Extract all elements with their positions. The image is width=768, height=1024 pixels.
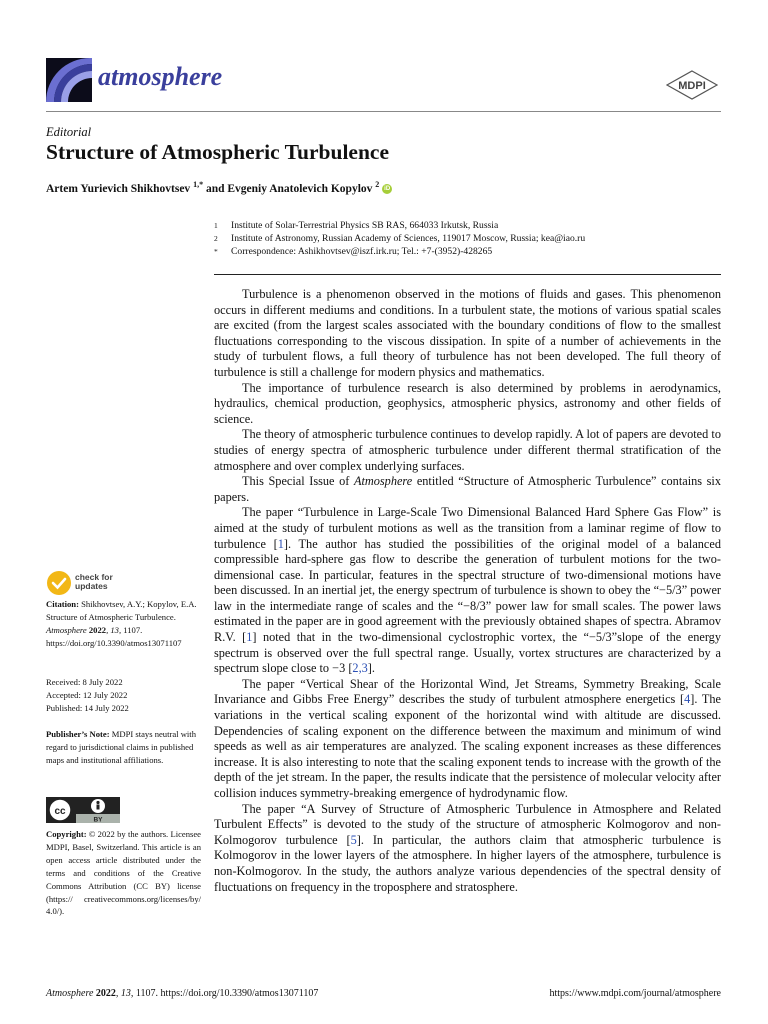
correspondence: * Correspondence: Ashikhovtsev@iszf.irk.ru; Tel.: +7-(3952)-428265: [214, 246, 493, 257]
citation-link-1b[interactable]: 1: [246, 630, 253, 645]
paragraph-3: The theory of atmospheric turbulence continues to develop rapidly. A lot of papers are devoted to studies of energy spectra of atmospheric turbulence under different thermal stratification of the atmosphere and over complex underlying surfaces.: [214, 427, 721, 473]
footer-doi-link[interactable]: 1107. https://doi.org/10.3390/atmos13071107: [133, 988, 319, 999]
header-divider: [46, 111, 721, 112]
author-2-affil: 2: [375, 180, 380, 189]
affiliation-1: 1 Institute of Solar-Terrestrial Physics SB RAS, 664033 Irkutsk, Russia: [214, 220, 499, 231]
citation-link-4[interactable]: 4: [684, 692, 691, 707]
author-1: Artem Yurievich Shikhovtsev: [46, 182, 194, 195]
cc-icon: cc: [54, 806, 66, 817]
affiliation-2: 2 Institute of Astronomy, Russian Academy of Sciences, 119017 Moscow, Russia; kea@iao.ru: [214, 233, 586, 244]
affiliations: [214, 219, 585, 258]
paragraph-2: The importance of turbulence research is also determined by problems in aerodynamics, hydraulics, chemical production, geophysics, atmospheric physics, astronomy and other fields of science.: [214, 380, 721, 426]
by-icon: BY: [93, 816, 103, 823]
publisher-note: Publisher’s Note: MDPI stays neutral with regard to jurisdictional claims in published maps and institutional affiliations.: [46, 729, 196, 765]
article-type: Editorial: [46, 125, 92, 139]
published-date: Published: 14 July 2022: [46, 702, 129, 713]
paragraph-5: The paper “Turbulence in Large-Scale Two Dimensional Balanced Hard Sphere Gas Flow” is aimed at the study of turbulent motions as well as the transition from a laminar regime of flow to turbulence [1]. The author has studied the possibilities of the original model of a balanced compressible hard-sphere gas flow to describe the generation of turbulent motions for the two-dimensional case. In particular, features in the spectral structure of two-dimensional motions have been discussed. In an inertial jet, the energy spectrum of turbulence is shown to obey the “−5/3” power law in the intermediate range of scales and the “−8/3” power law for small scales. The power laws estimated in the paper are in good agreement with the previously obtained shapes of spectra. Abramov R.V. [1] noted that in the two-dimensional cyclostrophic vortex, the “−5/3”slope of the energy spectrum is observed over the full spectral range. Usually, vortex structures are characterized by a spectrum slope close to −3 [2,3].: [214, 505, 721, 676]
paragraph-1: Turbulence is a phenomenon observed in the motions of fluids and gases. This phenomenon occurs in different mediums and conditions. In a turbulent state, the motions of various spatial scales are excited (from the largest scales associated with the boundary conditions of flow to the smallest fluctuations corresponding to the viscous dissipation. In spite of a number of achievements in the study of turbulent flows, a full theory of turbulence has not been developed. The full theory of turbulence is still a challenge for modern physics and mathematics.: [214, 287, 721, 379]
received-date: Received: 8 July 2022: [46, 677, 123, 687]
orcid-icon[interactable]: iD: [384, 186, 391, 193]
check-updates-line1: check for: [75, 572, 113, 582]
footer-journal-url[interactable]: https://www.mdpi.com/journal/atmosphere: [549, 988, 721, 999]
copyright-block: Copyright: © 2022 by the authors. Licensee MDPI, Basel, Switzerland. This article is an open access article distributed under the terms and conditions of the Creative Commons Attribution (CC BY) license (https:// creativecommons.org/licenses/by/ 4.0/).: [46, 829, 201, 917]
citation-link-2-3[interactable]: 2,3: [352, 661, 368, 676]
paragraph-7: The paper “A Survey of Structure of Atmospheric Turbulence in Atmosphere and Related Turbulent Effects” is devoted to the study of the structure of atmospheric Kolmogorov and non-Kolmogorov turbulence [5]. In particular, the authors claim that atmospheric turbulence is Kolmogorov in the lower layers of the atmosphere. In higher layers of the atmosphere, turbulence is non-Kolmogorov. In the study, the authors analyze various dependencies of the spectral density of fluctuations on frequency in the troposphere and stratosphere.: [214, 801, 721, 894]
dates-block: [46, 676, 201, 715]
journal-name: atmosphere: [98, 62, 223, 91]
mdpi-logo: [666, 70, 718, 100]
citation-link-1[interactable]: 1: [277, 536, 284, 551]
journal-logo: [46, 58, 92, 102]
footer-citation: Atmosphere 2022, 13, 1107. https://doi.org/10.3390/atmos13071107: [46, 988, 319, 999]
author-2: and Evgeniy Anatolevich Kopylov: [203, 182, 376, 195]
citation-doi-link[interactable]: 1107. https://doi.org/10.3390/atmos13071107: [46, 624, 182, 648]
article-title: Structure of Atmospheric Turbulence: [46, 140, 390, 164]
check-for-updates-button[interactable]: [46, 570, 126, 596]
citation-link-5[interactable]: 5: [350, 832, 357, 847]
article-body: [214, 287, 721, 895]
author-1-affil: 1,*: [193, 180, 204, 189]
check-updates-line2: updates: [75, 581, 108, 591]
author-list: [46, 180, 392, 195]
paragraph-4: This Special Issue of Atmosphere entitled “Structure of Atmospheric Turbulence” contains six papers.: [214, 474, 721, 504]
accepted-date: Accepted: 12 July 2022: [46, 689, 128, 700]
paragraph-6: The paper “Vertical Shear of the Horizontal Wind, Jet Streams, Symmetry Breaking, Scale Invariance and Gibbs Free Energy” describes the study of turbulent atmosphere energetics [4]. The variations in the vertical scaling exponent of the horizontal wind with altitude are discussed. Dependencies of scaling exponent on the difference between the maximum and minimum of wind speeds as well as air temperatures are analyzed. The scaling exponent increases as these differences increase. It is also interesting to note that the scaling exponent tends to increase with the growth of the depth of the jet stream. In the paper, the results indicate that the persistence of molecular velocity after collision induces symmetry-breaking emergence of hydrodynamic flow.: [214, 676, 721, 800]
check-updates-icon: [46, 570, 72, 596]
mdpi-logo-text: MDPI: [678, 80, 706, 92]
citation-block: Citation: Shikhovtsev, A.Y.; Kopylov, E.A. Structure of Atmospheric Turbulence. Atmosphere 2022, 13, 1107. https://doi.org/10.3390/atmos13071107: [46, 599, 197, 648]
affiliation-divider: [214, 274, 721, 275]
cc-by-license-badge[interactable]: [46, 797, 120, 823]
